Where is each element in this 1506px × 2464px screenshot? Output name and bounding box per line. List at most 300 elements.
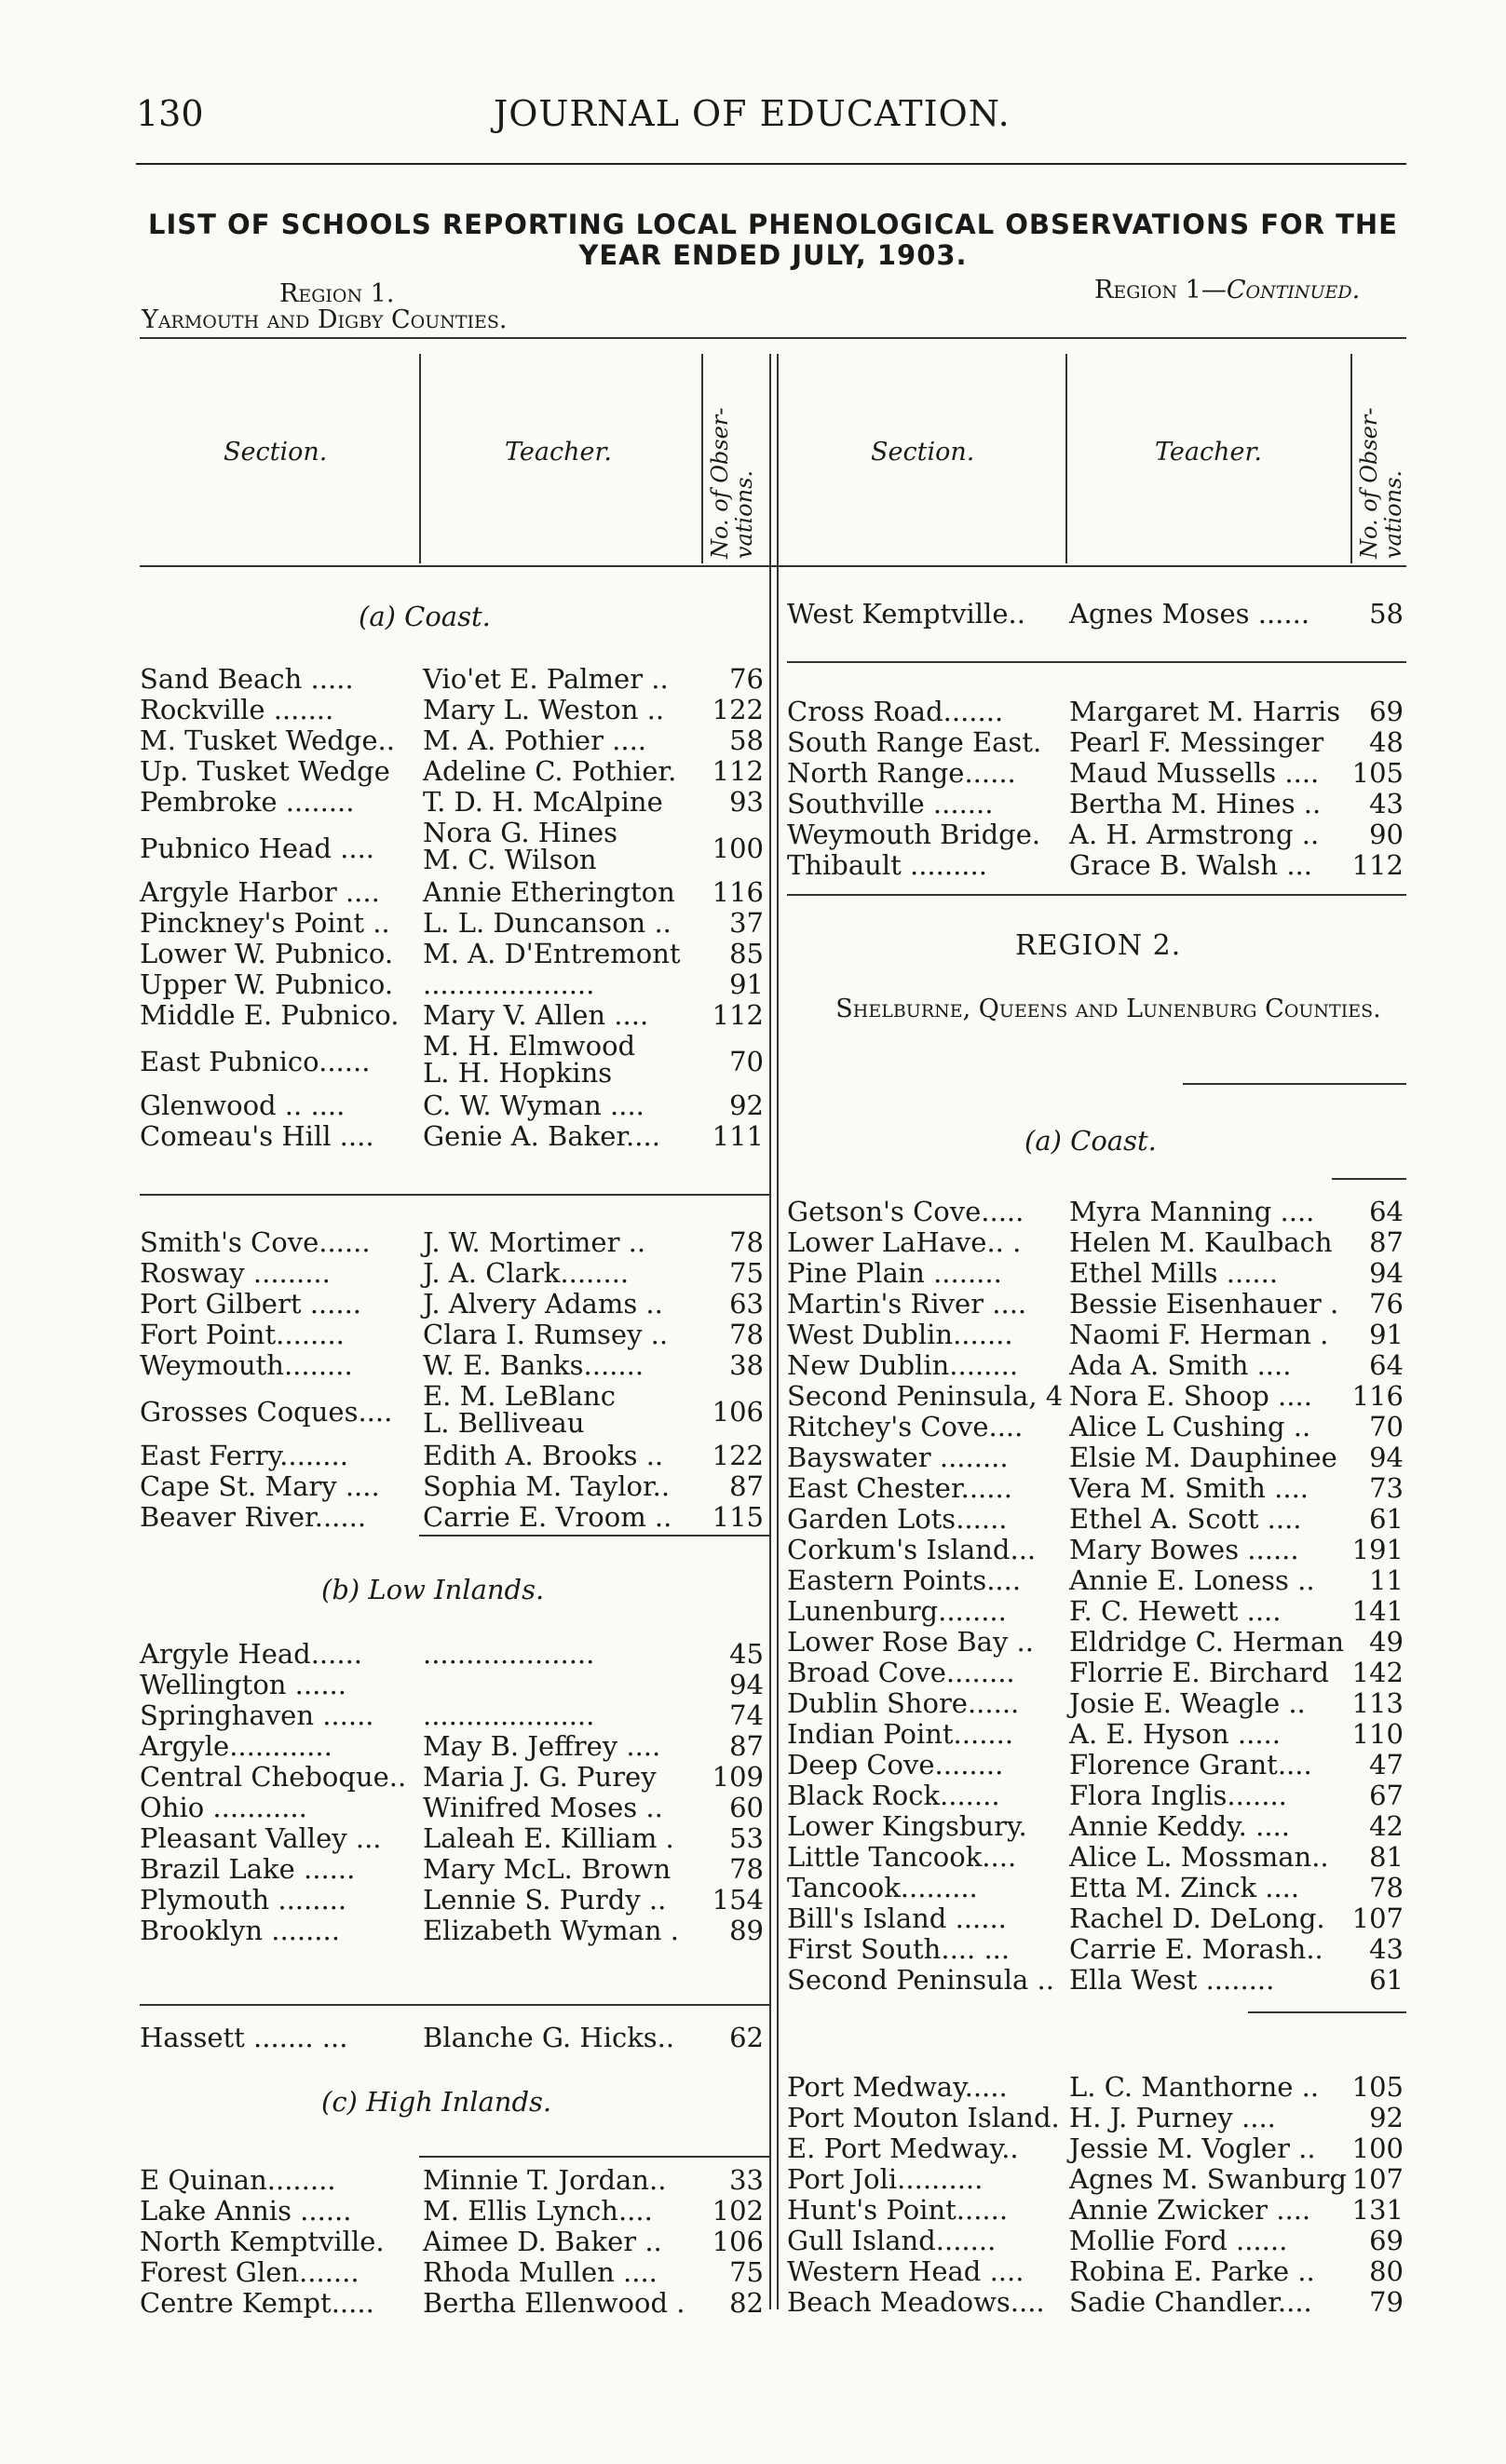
- section-name: Beach Meadows....: [787, 2286, 1045, 2318]
- observation-count: 110: [1351, 1718, 1404, 1750]
- teacher-name: Robina E. Parke ..: [1069, 2255, 1315, 2287]
- table-row: [787, 1350, 1406, 1381]
- teacher-name: Grace B. Walsh ...: [1069, 849, 1312, 881]
- teacher-name: Alice L Cushing ..: [1069, 1411, 1311, 1442]
- right-region-label: [1094, 276, 1360, 305]
- table-row: [140, 1258, 769, 1289]
- section-name: Argyle............: [140, 1730, 332, 1762]
- teacher-name: L. C. Manthorne ..: [1069, 2071, 1320, 2103]
- table-row: [140, 1441, 769, 1471]
- observation-count: 80: [1369, 2255, 1404, 2287]
- table-row: [140, 2165, 769, 2196]
- teacher-name: M. C. Wilson: [423, 844, 597, 875]
- page-number: 130: [136, 93, 204, 134]
- teacher-name: L. H. Hopkins: [423, 1057, 613, 1089]
- section-name: East Pubnico......: [140, 1045, 371, 1077]
- section-name: Argyle Harbor ....: [140, 876, 380, 908]
- table-row: [140, 1289, 769, 1320]
- teacher-name: Edith A. Brooks ..: [423, 1440, 664, 1471]
- teacher-name: Maud Mussells ....: [1069, 757, 1320, 789]
- observation-count: 63: [729, 1288, 764, 1320]
- section-name: Grosses Coques....: [140, 1395, 393, 1428]
- section-name: Bill's Island ......: [787, 1902, 1007, 1934]
- table-row: [787, 1719, 1406, 1750]
- table-row: [787, 789, 1406, 819]
- table-row: [787, 1473, 1406, 1504]
- table-row: [140, 1121, 769, 1152]
- teacher-name: W. E. Banks.......: [423, 1349, 644, 1381]
- teacher-name: Bertha Ellenwood .: [423, 2287, 685, 2319]
- observation-count: 75: [729, 2256, 764, 2288]
- teacher-name: ....................: [423, 1699, 595, 1731]
- observation-count: 102: [712, 2195, 764, 2227]
- observation-count: 45: [729, 1638, 764, 1670]
- section-name: Beaver River......: [140, 1501, 367, 1533]
- teacher-name: M. A. D'Entremont: [423, 938, 681, 969]
- observation-count: 61: [1369, 1964, 1404, 1996]
- observation-count: 92: [1369, 2102, 1404, 2133]
- teacher-name: ....................: [423, 968, 595, 1000]
- observation-count: 90: [1369, 819, 1404, 850]
- observation-count: 81: [1369, 1841, 1404, 1873]
- teacher-name: Mary L. Weston ..: [423, 694, 665, 725]
- header-section-left: Section.: [224, 438, 328, 467]
- teacher-name: M. A. Pothier ....: [423, 724, 647, 756]
- table-row: [787, 1258, 1406, 1289]
- table-row: [787, 758, 1406, 789]
- section-name: Martin's River ....: [787, 1288, 1027, 1320]
- section-name: Hassett ....... ...: [140, 2022, 348, 2053]
- table-row: [787, 1412, 1406, 1442]
- teacher-name: ....................: [423, 1638, 595, 1670]
- observation-count: 11: [1369, 1564, 1404, 1596]
- observation-count: 42: [1369, 1810, 1404, 1842]
- observation-count: 87: [1369, 1226, 1404, 1258]
- table-row: [140, 725, 769, 756]
- teacher-name: Margaret M. Harris: [1069, 696, 1341, 727]
- observation-count: 78: [729, 1226, 764, 1258]
- right-region-continued: Continued.: [1226, 276, 1361, 305]
- section-name: Brooklyn ........: [140, 1915, 340, 1946]
- table-row: [787, 1842, 1406, 1873]
- left-coast-subhead: (a) Coast.: [359, 601, 491, 632]
- observation-count: 112: [1351, 849, 1404, 881]
- table-row: [787, 727, 1406, 758]
- teacher-name: L. L. Duncanson ..: [423, 907, 672, 939]
- section-name: Port Joli..........: [787, 2163, 984, 2195]
- table-row: [140, 818, 769, 877]
- section-name: Lower LaHave.. .: [787, 1226, 1022, 1258]
- section-name: Southville .......: [787, 788, 994, 819]
- observation-count: 85: [729, 938, 764, 969]
- teacher-name: A. H. Armstrong ..: [1069, 819, 1320, 850]
- teacher-name: Eldridge C. Herman: [1069, 1626, 1345, 1658]
- section-name: Second Peninsula, 4: [787, 1380, 1064, 1412]
- observation-count: 43: [1369, 788, 1404, 819]
- section-name: Western Head ....: [787, 2255, 1024, 2287]
- teacher-name: E. M. LeBlanc: [423, 1380, 616, 1412]
- table-row: [787, 1320, 1406, 1350]
- table-row: [140, 1000, 769, 1031]
- teacher-name: J. Alvery Adams ..: [423, 1288, 663, 1320]
- observation-count: 105: [1351, 2071, 1404, 2103]
- section-name: Eastern Points....: [787, 1564, 1022, 1596]
- observation-count: 62: [729, 2022, 764, 2053]
- teacher-name: Rachel D. DeLong.: [1069, 1902, 1325, 1934]
- section-name: Second Peninsula ..: [787, 1964, 1054, 1996]
- teacher-name: Lennie S. Purdy ..: [423, 1884, 667, 1916]
- section-name: Centre Kempt.....: [140, 2287, 374, 2319]
- observation-count: 106: [712, 1395, 764, 1428]
- observation-count: 61: [1369, 1503, 1404, 1535]
- section-name: Port Gilbert ......: [140, 1288, 362, 1320]
- teacher-name: Annie Keddy. ....: [1069, 1810, 1290, 1842]
- observation-count: 131: [1351, 2194, 1404, 2226]
- section-name: Glenwood .. ....: [140, 1090, 346, 1121]
- section-name: Weymouth Bridge.: [787, 819, 1041, 850]
- teacher-name: Nora G. Hines: [423, 817, 618, 848]
- section-rule: [419, 1535, 769, 1537]
- section-name: Upper W. Pubnico.: [140, 968, 394, 1000]
- section-name: Springhaven ......: [140, 1699, 374, 1731]
- section-name: Lake Annis ......: [140, 2195, 352, 2227]
- teacher-name: May B. Jeffrey ....: [423, 1730, 661, 1762]
- observation-count: 69: [1369, 696, 1404, 727]
- table-row: [140, 1700, 769, 1731]
- observation-count: 47: [1369, 1749, 1404, 1780]
- table-row: [140, 1320, 769, 1350]
- section-name: First South.... ...: [787, 1933, 1011, 1965]
- section-rule: [1183, 1083, 1406, 1085]
- observation-count: 94: [1369, 1257, 1404, 1289]
- observation-count: 89: [729, 1915, 764, 1946]
- section-name: Lunenburg........: [787, 1595, 1007, 1627]
- teacher-name: Clara I. Rumsey ..: [423, 1319, 669, 1350]
- section-name: Garden Lots......: [787, 1503, 1008, 1535]
- table-row: [787, 1658, 1406, 1688]
- header-teacher-right: Teacher.: [1155, 438, 1263, 467]
- table-row: [787, 2133, 1406, 2164]
- section-name: Cape St. Mary ....: [140, 1470, 380, 1502]
- table-row: [787, 2103, 1406, 2133]
- table-row: [140, 1381, 769, 1441]
- section-name: East Ferry........: [140, 1440, 348, 1471]
- table-row: [140, 969, 769, 1000]
- observation-count: 91: [729, 968, 764, 1000]
- table-row: [140, 877, 769, 908]
- section-rule: [140, 2004, 769, 2006]
- observation-count: 82: [729, 2287, 764, 2319]
- section-name: Port Medway.....: [787, 2071, 1008, 2103]
- observation-count: 33: [729, 2164, 764, 2196]
- teacher-name: A. E. Hyson .....: [1069, 1718, 1281, 1750]
- section-name: Cross Road.......: [787, 696, 1004, 727]
- section-name: Pine Plain ........: [787, 1257, 1002, 1289]
- section-name: Little Tancook....: [787, 1841, 1017, 1873]
- header-rule: [136, 163, 1406, 165]
- center-divider: [777, 354, 779, 2309]
- table-row: [140, 1031, 769, 1090]
- teacher-name: Annie E. Loness ..: [1069, 1564, 1315, 1596]
- header-obs-right: No. of Obser- vations.: [1356, 407, 1406, 559]
- teacher-name: J. A. Clark........: [423, 1257, 630, 1289]
- teacher-name: Alice L. Mossman..: [1069, 1841, 1329, 1873]
- header-divider: [1065, 354, 1067, 563]
- observation-count: 64: [1369, 1196, 1404, 1227]
- observation-count: 78: [729, 1853, 764, 1885]
- teacher-name: Elizabeth Wyman .: [423, 1915, 680, 1946]
- teacher-name: Vera M. Smith ....: [1069, 1472, 1309, 1504]
- table-row: [140, 1670, 769, 1700]
- table-row: [787, 1381, 1406, 1412]
- table-row: [140, 1502, 769, 1533]
- section-name: Corkum's Island...: [787, 1534, 1037, 1565]
- header-teacher-left: Teacher.: [505, 438, 613, 467]
- teacher-name: L. Belliveau: [423, 1407, 585, 1439]
- observation-count: 58: [1369, 598, 1404, 630]
- section-name: Lower Rose Bay ..: [787, 1626, 1034, 1658]
- center-divider: [769, 354, 771, 2309]
- section-name: Comeau's Hill ....: [140, 1120, 374, 1152]
- section-rule: [787, 894, 1406, 896]
- section-name: North Range......: [787, 757, 1016, 789]
- section-name: Black Rock.......: [787, 1780, 1000, 1811]
- observation-count: 64: [1369, 1349, 1404, 1381]
- document-title: LIST OF SCHOOLS REPORTING LOCAL PHENOLOGICAL OBSERVATIONS FOR THE YEAR ENDED JULY, 1903.: [148, 209, 1398, 271]
- left-high-subhead: (c) High Inlands.: [321, 2086, 552, 2118]
- teacher-name: Aimee D. Baker ..: [423, 2226, 662, 2257]
- observation-count: 43: [1369, 1933, 1404, 1965]
- teacher-name: Jessie M. Vogler ..: [1069, 2132, 1316, 2164]
- teacher-name: Agnes M. Swanburg: [1069, 2163, 1347, 2195]
- observation-count: 122: [712, 694, 764, 725]
- section-name: E Quinan........: [140, 2164, 336, 2196]
- table-row: [787, 850, 1406, 881]
- table-row: [140, 1227, 769, 1258]
- header-divider: [701, 354, 703, 563]
- teacher-name: Annie Zwicker ....: [1069, 2194, 1311, 2226]
- teacher-name: Annie Etherington: [423, 876, 675, 908]
- header-section-right: Section.: [871, 438, 975, 467]
- section-name: Fort Point........: [140, 1319, 345, 1350]
- section-name: Wellington ......: [140, 1669, 346, 1700]
- section-name: Dublin Shore......: [787, 1687, 1020, 1719]
- table-row: [140, 2288, 769, 2319]
- observation-count: 142: [1351, 1657, 1404, 1688]
- teacher-name: T. D. H. McAlpine: [423, 786, 663, 818]
- left-counties-label: Yarmouth and Digby Counties.: [142, 305, 508, 334]
- teacher-name: Josie E. Weagle ..: [1069, 1687, 1306, 1719]
- section-name: South Range East.: [787, 726, 1042, 758]
- section-name: Indian Point.......: [787, 1718, 1014, 1750]
- section-name: Getson's Cove.....: [787, 1196, 1024, 1227]
- table-row: [140, 756, 769, 787]
- observation-count: 75: [729, 1257, 764, 1289]
- observation-count: 70: [729, 1045, 764, 1077]
- teacher-name: Florrie E. Birchard: [1069, 1657, 1329, 1688]
- teacher-name: Sadie Chandler....: [1069, 2286, 1312, 2318]
- teacher-name: Agnes Moses ......: [1069, 598, 1310, 630]
- section-name: Rosway .........: [140, 1257, 331, 1289]
- table-row: [140, 1823, 769, 1854]
- table-row: [787, 2287, 1406, 2318]
- section-name: Lower Kingsbury.: [787, 1810, 1027, 1842]
- header-divider: [419, 354, 421, 563]
- observation-count: 78: [729, 1319, 764, 1350]
- observation-count: 78: [1369, 1872, 1404, 1903]
- section-name: Bayswater ........: [787, 1442, 1009, 1473]
- table-row: [787, 2195, 1406, 2226]
- section-rule: [1332, 1178, 1406, 1180]
- table-row: [787, 1596, 1406, 1627]
- teacher-name: Naomi F. Herman .: [1069, 1319, 1329, 1350]
- section-name: West Kemptville..: [787, 598, 1025, 630]
- table-row: [787, 1627, 1406, 1658]
- journal-title: JOURNAL OF EDUCATION.: [494, 93, 1011, 134]
- teacher-name: Sophia M. Taylor..: [423, 1470, 671, 1502]
- table-row: [787, 1688, 1406, 1719]
- teacher-name: Mary McL. Brown: [423, 1853, 672, 1885]
- section-name: Gull Island.......: [787, 2225, 997, 2256]
- table-row: [140, 2196, 769, 2227]
- observation-count: 107: [1351, 2163, 1404, 2195]
- teacher-name: Myra Manning ....: [1069, 1196, 1315, 1227]
- teacher-name: Rhoda Mullen ....: [423, 2256, 658, 2288]
- teacher-name: Mary V. Allen ....: [423, 999, 649, 1031]
- table-row: [787, 2164, 1406, 2195]
- teacher-name: Ada A. Smith ....: [1069, 1349, 1292, 1381]
- section-name: Plymouth ........: [140, 1884, 347, 1916]
- section-name: Deep Cove........: [787, 1749, 1004, 1780]
- observation-count: 91: [1369, 1319, 1404, 1350]
- teacher-name: Ella West ........: [1069, 1964, 1275, 1996]
- observation-count: 87: [729, 1470, 764, 1502]
- section-name: North Kemptville.: [140, 2226, 385, 2257]
- observation-count: 141: [1351, 1595, 1404, 1627]
- table-row: [787, 1780, 1406, 1811]
- teacher-name: Genie A. Baker....: [423, 1120, 660, 1152]
- observation-count: 115: [712, 1501, 764, 1533]
- table-row: [140, 908, 769, 939]
- header-divider: [1350, 354, 1352, 563]
- observation-count: 109: [712, 1761, 764, 1793]
- table-row: [140, 787, 769, 818]
- teacher-name: F. C. Hewett ....: [1069, 1595, 1282, 1627]
- table-row: [140, 1639, 769, 1670]
- observation-count: 53: [729, 1822, 764, 1854]
- observation-count: 94: [729, 1669, 764, 1700]
- table-row: [140, 939, 769, 969]
- left-low-subhead: (b) Low Inlands.: [321, 1574, 545, 1605]
- section-name: New Dublin........: [787, 1349, 1019, 1381]
- observation-count: 79: [1369, 2286, 1404, 2318]
- section-name: Port Mouton Island.: [787, 2102, 1060, 2133]
- teacher-name: Pearl F. Messinger: [1069, 726, 1324, 758]
- section-name: Broad Cove........: [787, 1657, 1015, 1688]
- observation-count: 92: [729, 1090, 764, 1121]
- teacher-name: M. H. Elmwood: [423, 1030, 636, 1062]
- section-name: Rockville .......: [140, 694, 334, 725]
- observation-count: 112: [712, 999, 764, 1031]
- observation-count: 73: [1369, 1472, 1404, 1504]
- table-row: [140, 2257, 769, 2288]
- teacher-name: Bertha M. Hines ..: [1069, 788, 1322, 819]
- section-name: Brazil Lake ......: [140, 1853, 356, 1885]
- section-name: Ohio ...........: [140, 1792, 307, 1823]
- teacher-name: Mollie Ford ......: [1069, 2225, 1288, 2256]
- table-row: [787, 1535, 1406, 1565]
- section-name: Sand Beach .....: [140, 663, 354, 695]
- table-row: [787, 2072, 1406, 2103]
- right-coast-subhead: (a) Coast.: [1024, 1125, 1157, 1157]
- section-name: Tancook.........: [787, 1872, 978, 1903]
- teacher-name: M. Ellis Lynch....: [423, 2195, 653, 2227]
- section-name: Hunt's Point......: [787, 2194, 1009, 2226]
- table-row: [140, 1350, 769, 1381]
- table-row: [787, 1504, 1406, 1535]
- table-row: [140, 2227, 769, 2257]
- teacher-name: Minnie T. Jordan..: [423, 2164, 667, 2196]
- table-row: [140, 1731, 769, 1762]
- table-row: [787, 1750, 1406, 1780]
- observation-count: 76: [1369, 1288, 1404, 1320]
- observation-count: 100: [712, 832, 764, 864]
- observation-count: 76: [729, 663, 764, 695]
- teacher-name: Nora E. Shoop ....: [1069, 1380, 1312, 1412]
- table-row: [140, 1854, 769, 1885]
- section-rule: [140, 1194, 769, 1196]
- observation-count: 112: [712, 755, 764, 787]
- teacher-name: J. W. Mortimer ..: [423, 1226, 646, 1258]
- table-row: [787, 1934, 1406, 1965]
- observation-count: 105: [1351, 757, 1404, 789]
- teacher-name: Adeline C. Pothier.: [423, 755, 677, 787]
- section-name: Weymouth........: [140, 1349, 353, 1381]
- section-name: Pinckney's Point ..: [140, 907, 390, 939]
- teacher-name: Maria J. G. Purey: [423, 1761, 657, 1793]
- table-row: [787, 1565, 1406, 1596]
- teacher-name: Ethel Mills ......: [1069, 1257, 1279, 1289]
- section-name: Pembroke ........: [140, 786, 355, 818]
- table-row: [787, 1965, 1406, 1996]
- observation-count: 74: [729, 1699, 764, 1731]
- section-name: Ritchey's Cove....: [787, 1411, 1024, 1442]
- observation-count: 116: [712, 876, 764, 908]
- observation-count: 113: [1351, 1687, 1404, 1719]
- observation-count: 111: [712, 1120, 764, 1152]
- teacher-name: Florence Grant....: [1069, 1749, 1312, 1780]
- teacher-name: Carrie E. Vroom ..: [423, 1501, 672, 1533]
- section-name: Pubnico Head ....: [140, 832, 375, 864]
- observation-count: 69: [1369, 2225, 1404, 2256]
- teacher-name: Laleah E. Killiam .: [423, 1822, 674, 1854]
- observation-count: 48: [1369, 726, 1404, 758]
- observation-count: 87: [729, 1730, 764, 1762]
- section-name: Forest Glen.......: [140, 2256, 360, 2288]
- teacher-name: C. W. Wyman ....: [423, 1090, 644, 1121]
- teacher-name: Mary Bowes ......: [1069, 1534, 1299, 1565]
- table-row: [140, 1090, 769, 1121]
- observation-count: 49: [1369, 1626, 1404, 1658]
- table-row: [787, 697, 1406, 727]
- observation-count: 70: [1369, 1411, 1404, 1442]
- teacher-name: Winifred Moses ..: [423, 1792, 663, 1823]
- teacher-name: Elsie M. Dauphinee: [1069, 1442, 1337, 1473]
- observation-count: 191: [1351, 1534, 1404, 1565]
- table-row: [140, 1793, 769, 1823]
- section-name: Middle E. Pubnico.: [140, 999, 400, 1031]
- table-row: [140, 2023, 769, 2053]
